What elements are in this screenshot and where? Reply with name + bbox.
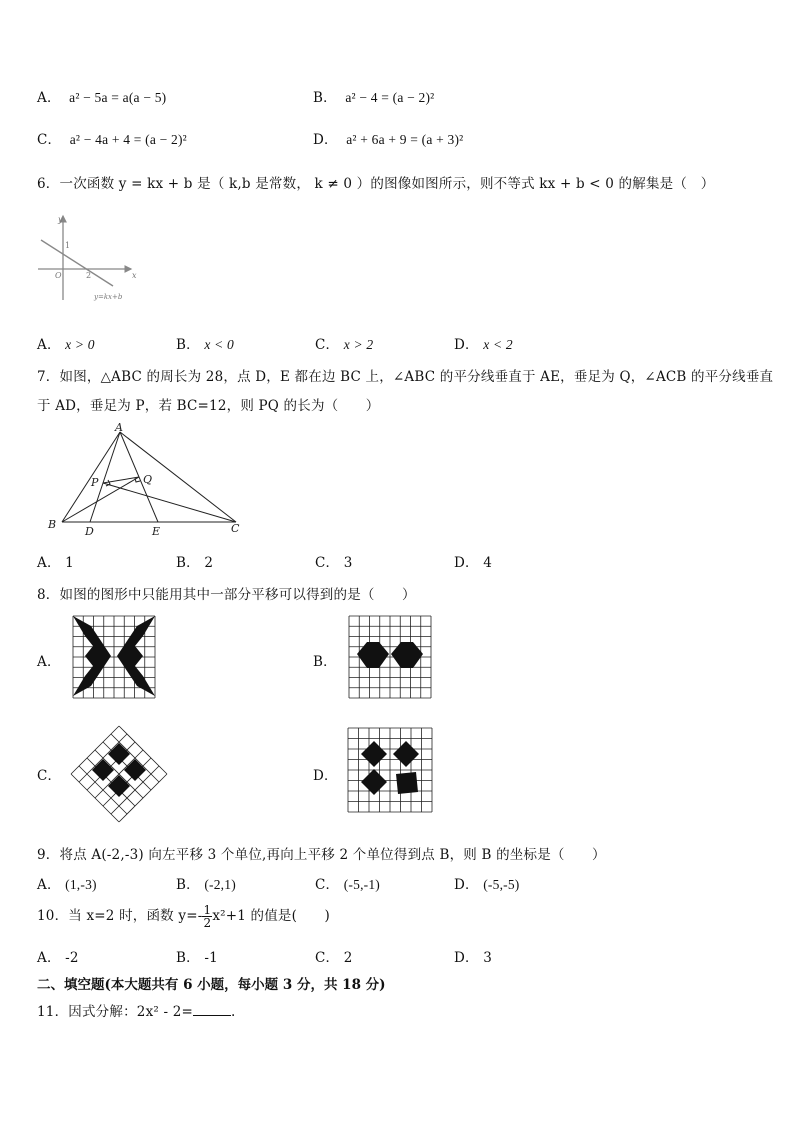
fraction-numerator: 1: [203, 903, 212, 917]
option-expr: 2: [204, 555, 214, 571]
q6-option-d: [454, 333, 513, 353]
option-expr: 2: [343, 950, 353, 966]
q7-text-line2: 于 AD，垂足为 P，若 BC=12，则 PQ 的长为（ ）: [37, 398, 380, 414]
point-p-label: P: [91, 476, 99, 489]
q7-option-c: [315, 551, 353, 571]
q7-option-a: [37, 551, 74, 571]
q9-option-c: [315, 873, 380, 893]
option-expr: x < 2: [483, 337, 513, 352]
point-e-label: E: [152, 525, 161, 538]
option-label: D．: [454, 950, 479, 966]
q9-option-d: [454, 873, 520, 893]
option-label: C．: [37, 132, 62, 148]
q6-text: 6．一次函数 y = kx + b 是（ k,b 是常数， k ≠ 0 ）的图像如图所示，则不等式 kx + b < 0 的解集是（ ）: [37, 176, 715, 192]
function-line: [41, 240, 113, 286]
option-label: C．: [315, 950, 340, 966]
option-expr: -1: [204, 950, 218, 966]
option-expr: (-5,-1): [343, 877, 380, 892]
q10-suffix: x²+1 的值是( ): [212, 908, 330, 924]
q5-option-c: [37, 128, 187, 148]
option-expr: a² − 4a + 4 = (a − 2)²: [69, 132, 187, 147]
q6-graph: [36, 210, 146, 305]
option-label: D．: [313, 132, 338, 148]
x-axis-label: x: [132, 271, 137, 280]
q9-option-b: [176, 873, 236, 893]
option-label: A．: [37, 337, 61, 353]
q8-option-b-label: B．: [313, 654, 337, 670]
q8-text: 8．如图的图形中只能用其中一部分平移可以得到的是（ ）: [37, 587, 416, 603]
option-expr: (1,-3): [65, 877, 97, 892]
q5-option-d: [313, 128, 463, 148]
point-q-label: Q: [143, 473, 153, 486]
q11-prompt: 11．因式分解：2x² - 2=: [37, 1004, 194, 1020]
option-expr: a² + 6a + 9 = (a + 3)²: [346, 132, 464, 147]
option-expr: a² − 4 = (a − 2)²: [345, 90, 435, 105]
option-expr: 3: [483, 950, 493, 966]
q6-option-b: [176, 333, 234, 353]
q6-option-a: [37, 333, 95, 353]
q9-text: 9．将点 A(-2,-3) 向左平移 3 个单位,再向上平移 2 个单位得到点 B，则 B 的坐标是（ ）: [37, 847, 606, 863]
q11-end: .: [231, 1004, 236, 1020]
option-label: A．: [37, 555, 61, 571]
q8-option-a-label: A．: [37, 654, 61, 670]
answer-blank[interactable]: [193, 1003, 231, 1016]
fraction-denominator: 2: [203, 916, 212, 930]
option-label: C．: [315, 555, 340, 571]
origin-label: O: [55, 271, 62, 280]
q5-option-a: [37, 86, 166, 106]
q9-option-a: [37, 873, 97, 893]
option-label: A．: [37, 877, 61, 893]
line-label: y=kx+b: [94, 293, 123, 301]
option-label: C．: [315, 337, 340, 353]
option-label: C．: [315, 877, 340, 893]
option-expr: x > 2: [343, 337, 374, 352]
option-expr: (-5,-5): [483, 877, 520, 892]
q8-figure-a: [71, 614, 157, 698]
y-tick-label: 1: [65, 241, 71, 250]
q8-figure-c: [68, 724, 170, 822]
q7-option-b: [176, 551, 213, 571]
section-2-title: 二、填空题(本大题共有 6 小题，每小题 3 分，共 18 分): [37, 977, 386, 993]
fraction: [202, 904, 212, 929]
option-expr: (-2,1): [204, 877, 236, 892]
option-expr: 1: [65, 555, 74, 571]
option-label: B．: [313, 90, 337, 106]
option-label: B．: [176, 950, 200, 966]
option-label: A．: [37, 90, 61, 106]
y-axis-label: y: [58, 215, 63, 224]
q5-option-b: [313, 86, 434, 106]
q7-text-line1: 7．如图，△ABC 的周长为 28，点 D，E 都在边 BC 上，∠ABC 的平分线垂直于 AE，垂足为 Q，∠ACB 的平分线垂直: [37, 369, 774, 385]
q7-triangle-figure: [40, 422, 250, 540]
option-expr: x > 0: [65, 337, 95, 352]
option-label: B．: [176, 877, 200, 893]
option-expr: a² − 5a = a(a − 5): [69, 90, 167, 105]
q8-figure-d: [346, 726, 438, 814]
option-label: A．: [37, 950, 61, 966]
q8-option-d-label: D．: [313, 768, 338, 784]
q8-figure-b: [347, 614, 433, 700]
vertex-c-label: C: [231, 522, 240, 535]
q10-option-d: [454, 946, 492, 966]
option-label: B．: [176, 555, 200, 571]
q10-text: [37, 904, 330, 929]
q6-option-c: [315, 333, 373, 353]
option-label: B．: [176, 337, 200, 353]
option-label: D．: [454, 337, 479, 353]
vertex-b-label: B: [48, 518, 57, 531]
q10-option-c: [315, 946, 353, 966]
option-expr: x < 0: [204, 337, 234, 352]
option-label: D．: [454, 877, 479, 893]
option-expr: 4: [483, 555, 493, 571]
option-expr: -2: [65, 950, 79, 966]
q8-option-c-label: C．: [37, 768, 62, 784]
option-label: D．: [454, 555, 479, 571]
vertex-a-label: A: [115, 421, 123, 434]
q10-option-a: [37, 946, 79, 966]
x-tick-label: 2: [86, 271, 92, 280]
q10-prefix: 10．当 x=2 时，函数 y=-: [37, 908, 203, 924]
q10-option-b: [176, 946, 218, 966]
option-expr: 3: [343, 555, 353, 571]
point-d-label: D: [85, 525, 94, 538]
q11-text: [37, 1000, 236, 1020]
q7-option-d: [454, 551, 492, 571]
